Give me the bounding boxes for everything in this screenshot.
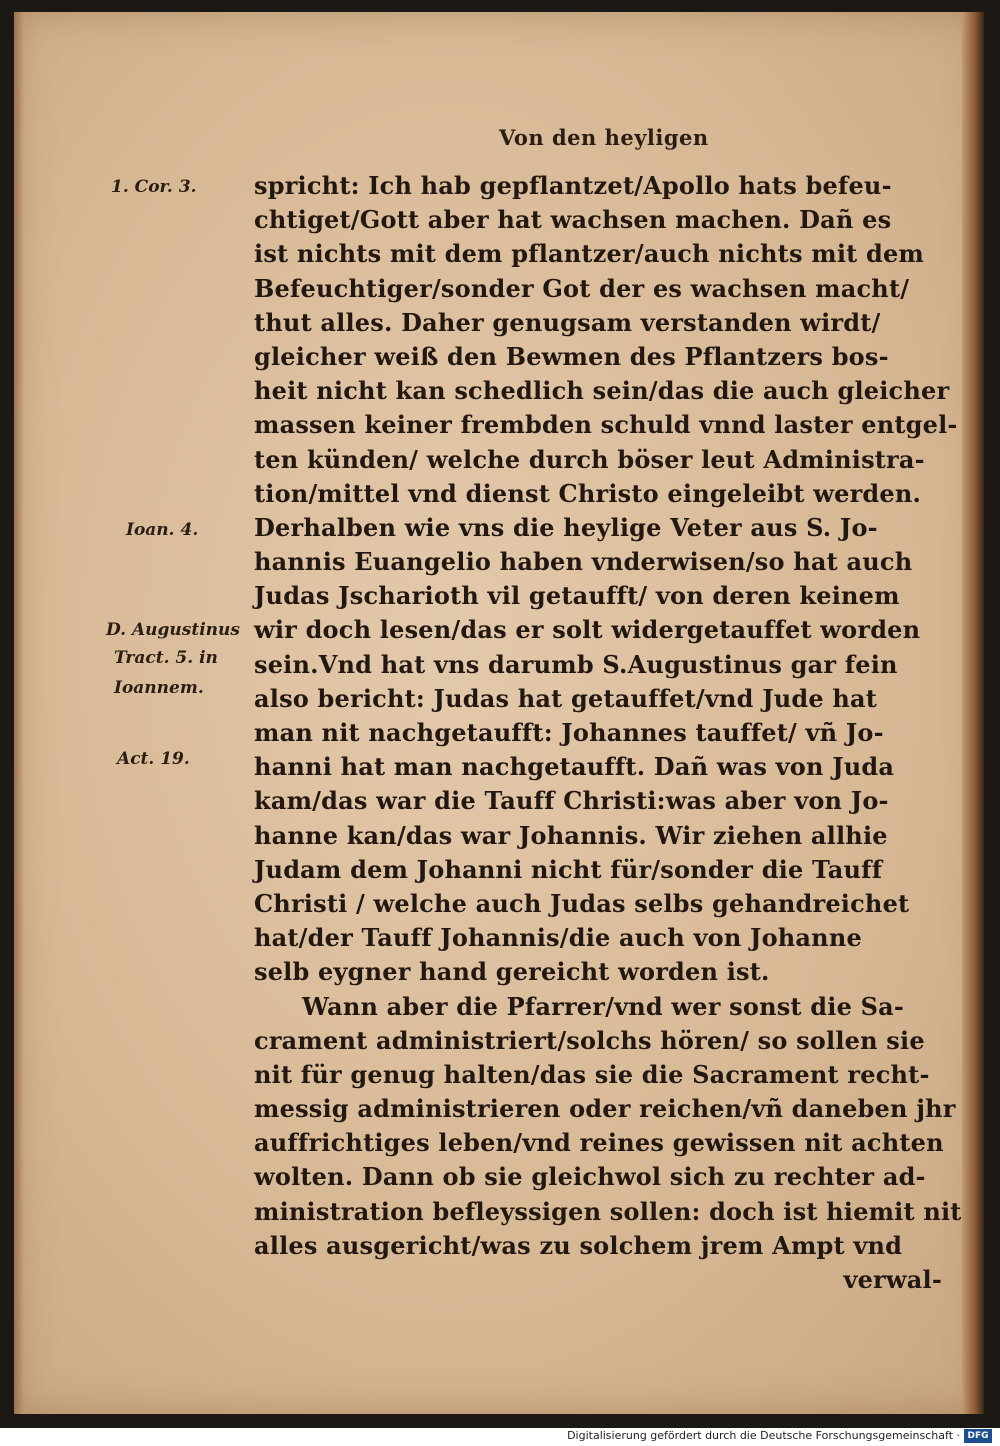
text-line: sein.Vnd hat vns darumb S.Augustinus gar fein	[254, 649, 898, 679]
body-text	[254, 169, 962, 1297]
text-line: hanni hat man nachgetaufft. Dañ was von Juda	[254, 752, 895, 782]
marginal-notes	[14, 12, 254, 1414]
text-line: hat/der Tauff Johannis/die auch von Johanne	[254, 923, 862, 953]
text-line: ministration befleyssigen sollen: doch ist hiemit nit	[254, 1196, 962, 1226]
marginal-note: Ioannem.	[114, 678, 204, 698]
text-line: Judas Jscharioth vil getaufft/ von deren keinem	[254, 581, 900, 611]
marginal-note: Ioan. 4.	[126, 520, 199, 540]
text-line: hannis Euangelio haben vnderwisen/so hat auch	[254, 547, 913, 577]
text-line: crament administriert/solchs hören/ so sollen sie	[254, 1025, 925, 1055]
text-line: ist nichts mit dem pflantzer/auch nichts mit dem	[254, 239, 925, 269]
text-line: chtiget/Gott aber hat wachsen machen. Dañ es	[254, 205, 892, 235]
page-edge	[962, 12, 984, 1414]
text-line: selb eygner hand gereicht worden ist.	[254, 957, 770, 987]
paragraph-first-line: Wann aber die Pfarrer/vnd wer sonst die Sa-	[302, 991, 905, 1021]
funding-credit: Digitalisierung gefördert durch die Deutsche Forschungsgemeinschaft ·	[567, 1429, 960, 1442]
text-line: thut alles. Daher genugsam verstanden wirdt/	[254, 307, 881, 337]
marginal-note: Tract. 5. in	[114, 648, 218, 668]
text-line: heit nicht kan schedlich sein/das die auch gleicher	[254, 376, 950, 406]
dfg-logo-icon: DFG	[964, 1429, 992, 1443]
text-line: tion/mittel vnd dienst Christo eingeleibt werden.	[254, 478, 922, 508]
text-line: Derhalben wie vns die heylige Veter aus S. Jo-	[254, 512, 878, 542]
text-line: Judam dem Johanni nicht für/sonder die Tauff	[254, 854, 883, 884]
text-line: kam/das war die Tauff Christi:was aber von Jo-	[254, 786, 889, 816]
running-head: Von den heyligen	[499, 125, 709, 150]
text-line: ten künden/ welche durch böser leut Administra-	[254, 444, 925, 474]
marginal-note: Act. 19.	[117, 749, 190, 769]
text-line: spricht: Ich hab gepflantzet/Apollo hats befeu-	[254, 171, 892, 200]
text-line: gleicher weiß den Bewmen des Pflantzers bos-	[254, 341, 889, 371]
text-line: massen keiner frembden schuld vnnd laster entgel-	[254, 410, 958, 440]
text-line: messig administrieren oder reichen/vñ daneben jhr	[254, 1094, 956, 1124]
text-line: auffrichtiges leben/vnd reines gewissen nit achten	[254, 1128, 944, 1158]
text-line: hanne kan/das war Johannis. Wir ziehen allhie	[254, 820, 888, 850]
footer-bar	[0, 1428, 1000, 1446]
marginal-note: D. Augustinus	[106, 620, 240, 640]
text-line: nit für genug halten/das sie die Sacrament recht-	[254, 1059, 930, 1089]
text-line: also bericht: Judas hat getauffet/vnd Jude hat	[254, 683, 878, 713]
text-line: wir doch lesen/das er solt widergetauffet worden	[254, 615, 921, 645]
text-line: Christi / welche auch Judas selbs gehandreichet	[254, 888, 910, 918]
text-line: wolten. Dann ob sie gleichwol sich zu rechter ad-	[254, 1162, 926, 1192]
text-line: man nit nachgetaufft: Johannes tauffet/ vñ Jo-	[254, 718, 884, 747]
text-line: Befeuchtiger/sonder Got der es wachsen macht/	[254, 273, 910, 303]
text-line: alles ausgericht/was zu solchem jrem Ampt vnd	[254, 1230, 903, 1260]
marginal-note: 1. Cor. 3.	[111, 177, 197, 197]
catchword: verwal-	[843, 1265, 942, 1294]
book-page	[14, 12, 984, 1414]
